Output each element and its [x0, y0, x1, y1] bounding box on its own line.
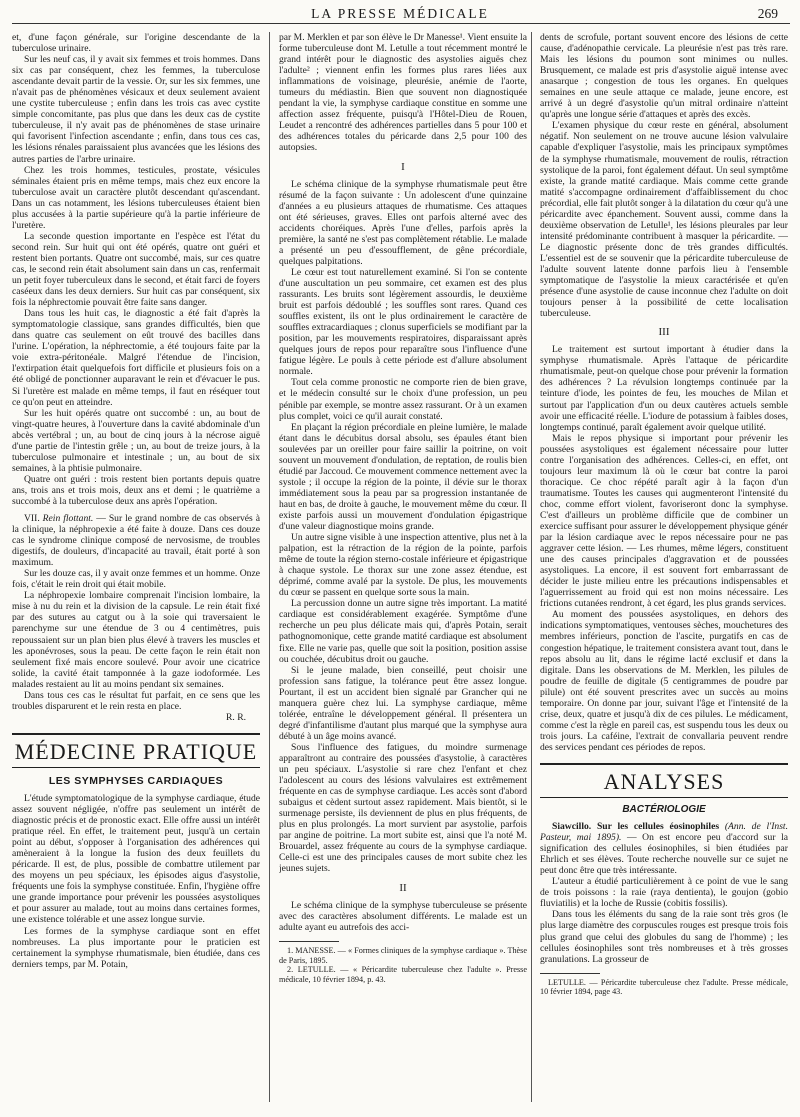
- footnote-rule: [540, 973, 600, 974]
- paragraph: Sur les neuf cas, il y avait six femmes et trois hommes. Dans six cas par conséquent, chez les femmes, la tuberculose ascendante devait partir de la vessie. Or, sur les six femmes, une n'avait pas de phénomènes vésicaux et deux seulement avaient une cystite tuberculeuse ; enfin dans les trois cas avec cystite simple concomitante, pas plus que dans les deux cas de cystite tuberculeuse, il n'y avait pas de phénomènes de stase urinaire qui favorisent l'infection ascendante ; enfin, dans tous ces cas, les lésions rénales paraissaient plus avancées que les lésions des autres parties de l'arbre urinaire.: [12, 54, 260, 165]
- paragraph-text: — Sur le grand nombre de cas observés à la clinique, la néphropexie a été faite à douze. Dans ces douze cas le syndrome clinique composé de nervosisme, de troubles digestifs, de douleurs, d'incapacité au travail, était porté à son maximum.: [12, 513, 260, 569]
- paragraph: Sous l'influence des fatigues, du moindre surmenage apparaîtront au contraire des poussées d'asystolie, à caractères un peu spéciaux. L'asystolie si rare chez l'enfant et chez l'adolescent au cours des lésions valvulaires est extrêmement fréquente en cas de symphyse cardiaque. Les accès sont d'abord subaigus et cèdent surtout assez rapidement. Mais bientôt, si le surmenage persiste, ils deviennent de plus en plus fréquents, de plus en plus prolongés. La mort survient par asystolie, parfois par angine de poitrine. La mort subite est, ainsi que l'a noté M. Brouardel, assez fréquente au cours de la symphyse cardiaque. Celle-ci est une des principales causes de mort subite chez les jeunes sujets.: [279, 741, 527, 875]
- subsection-title: BACTÉRIOLOGIE: [622, 804, 706, 815]
- paragraph: et, d'une façon générale, sur l'origine descendante de la tuberculose urinaire.: [12, 32, 260, 55]
- paragraph: Dans tous les éléments du sang de la raie sont très gros (le plus large diamètre des corpuscules rouges est presque trois fois plus grand que celui des globules du sang de l'homme) ; les cellules éosinophiles sont très nombreuses et à très grosses granulations. La grosseur de: [540, 909, 788, 965]
- section-header: [540, 763, 788, 798]
- paragraph: Le schéma clinique de la symphyse tuberculeuse se présente avec des caractères absolument différents. Le malade est un adulte ayant eu autrefois des acci-: [279, 899, 527, 933]
- paragraph: [12, 513, 260, 568]
- paragraph: La seconde question importante en l'espèce est l'état du second rein. Sur huit qui ont été opérés, quatre ont guéri et restent bien portants. Quatre ont succombé, mais, sur ces quatre cas, le second rein était absolument sain dans un cas, renfermait un petit foyer tuberculeux dans le second, et était farci de foyers caséeux dans les deux derniers. Sur huit cas par conséquent, six fois la néphrectomie pouvait être faite sans danger.: [12, 230, 260, 309]
- footnote: LETULLE. — Péricardite tuberculeuse chez l'adulte. Presse médicale, 10 février 1894, page 43.: [540, 977, 788, 997]
- column-divider: [531, 32, 532, 1102]
- header-rule: [12, 23, 790, 24]
- paragraph: La néphropexie lombaire comprenait l'incision lombaire, la mise à nu du rein et la division de la capsule. Le rein était fixé par des sutures au catgut ou à la soie qui traversaient le parenchyme sur une étendue de 3 ou 4 centimètres, puis repoussaient sur un plan bien plus élevé à travers les muscles et les aponévroses, sous la peau. De cette façon le rein était non seulement fixé mais encore soulevé. Pour avoir une cicatrice solide, la cavité était tamponnée à la gaze iodoformée. Les malades restaient au lit au moins pendant six semaines.: [12, 590, 260, 690]
- signature: R. R.: [226, 711, 246, 723]
- article-source: (Ann. de l'Inst. Pasteur, mai 1895).: [540, 821, 788, 844]
- section-number: VII.: [24, 513, 40, 525]
- footnote-rule: [279, 941, 339, 942]
- page-header: [0, 0, 800, 28]
- paragraph-text: — On est encore peu d'accord sur la signification des cellules éosinophiles, si bien étudiées par Ehrlich et ses élèves. Toute recherche nouvelle sur ce sujet ne peut donc être que très intéressante.: [540, 832, 788, 877]
- paragraph: Quatre ont guéri : trois restent bien portants depuis quatre ans, trois ans et trois mois, deux ans et demi ; le quatrième a succombé à la tuberculose deux ans après l'opération.: [12, 473, 260, 507]
- paragraph: Chez les trois hommes, testicules, prostate, vésicules séminales étaient pris en même temps, mais chez eux encore la tuberculose avait un caractère plutôt descendant qu'ascendant. Dans un cas notamment, les lésions tuberculeuses étaient bien plus accusées à la partie supérieure qu'à la partie inférieure de l'uretère.: [12, 164, 260, 231]
- paragraph: L'examen physique du cœur reste en général, absolument négatif. Non seulement on ne trouve aucune lésion valvulaire capable d'expliquer l'asystolie, mais les principaux symptômes de la symphyse rhumatismale, mouvement de roulis, rétraction systolique de la paroi, font également défaut. Un seul symptôme existe, la grande matité cardiaque. Mais comme cette grande matité s'accompagne ordinairement d'affaiblissement du choc précordial, elle fait plutôt songer à la dilatation du cœur qu'à une péricardite avec épanchement. Souvent aussi, comme dans la deuxième observation de Letulle¹, les lésions pleurales par leur intensité prédominante contribuent à masquer la péricardite. — Le diagnostic présente donc de très grandes difficultés. L'essentiel est de se souvenir que la péricardite tuberculeuse de l'adulte souvent latente donne parfois lieu à l'ensemble symptomatique de l'asystolie la mieux caractérisée et qu'en présence d'une asystolie de cause inconnue chez l'adulte on doit toujours penser à la possibilité de cette localisation tuberculeuse.: [540, 120, 788, 320]
- paragraph: L'auteur a étudié particulièrement à ce point de vue le sang de trois poissons : la raie (raya dentienta), le goujon (gobio fluviatilis) et la loche de Russie (cobitis fossilis).: [540, 876, 788, 910]
- footnote: 1. MANESSE. — « Formes cliniques de la symphyse cardiaque ». Thèse de Paris, 1895.: [279, 945, 527, 965]
- column-2: [279, 32, 527, 1100]
- section-number: I: [401, 160, 405, 173]
- section-header: [12, 733, 260, 768]
- paragraph: Dans tous les huit cas, le diagnostic a été fait d'après la symptomatologie classique, sans grandes difficultés, bien que dans quatre cas seulement on eût trouvé des bacilles dans l'urine. L'opération, la néphrectomie, a été toujours faite par la voie extra-péritonéale. Malgré l'étendue de l'incision, l'extirpation était quelquefois fort difficile et plusieurs fois on a été obligé de ponctionner auparavant le rein et d'évacuer le pus. Si l'uretère est malade en même temps, il faut en réséquer tout ce qu'on peut en atteindre.: [12, 308, 260, 408]
- paragraph: Le schéma clinique de la symphyse rhumatismale peut être résumé de la façon suivante : Un adolescent d'une quinzaine d'années a eu plusieurs attaques de rhumatisme. Ces attaques ont été sérieuses, graves. Elles ont parfois alterné avec des accidents choréiques. Après l'une d'elles, parfois après la première, la santé ne s'est pas complètement rétablie. Le malade a présenté un peu d'essoufflement, de gêne précordiale, quelques palpitations.: [279, 178, 527, 267]
- article-title: LES SYMPHYSES CARDIAQUES: [48, 774, 224, 787]
- paragraph: Un autre signe visible à une inspection attentive, plus net à la palpation, est la rétraction de la région de la pointe, parfois même de toute la région sterno-costale inférieure et épigastrique à chaque systole. Le thorax sur une zone assez étendue, est déprimé, comme avalé par la systole. De plus, les mouvements du cœur se passent en quelque sorte sous la main.: [279, 532, 527, 599]
- paragraph: Le cœur est tout naturellement examiné. Si l'on se contente d'une auscultation un peu sommaire, cet examen est des plus rassurants. Les bruits sont légèrement assourdis, le deuxième bruit est parfois dédoublé ; les souffles sont rares. Quand ces souffles existent, ils ont le plus ordinairement le caractère de souffles extracardiaques ; clonus superficiels se modifiant par la position, par les mouvements respiratoires, disparaissant après quelques jours de repos pour reparaître sous l'influence d'une fatigue légère. Le pouls à cette période est d'allure absolument normale.: [279, 266, 527, 378]
- paragraph: Dans tous ces cas le résultat fut parfait, en ce sens que les troubles disparurent et le rein resta en place.: [12, 689, 260, 712]
- page-number: 269: [757, 6, 778, 21]
- paragraph: Sur les douze cas, il y avait onze femmes et un homme. Onze fois, c'était le rein droit qui était mobile.: [12, 568, 260, 591]
- paragraph: Tout cela comme pronostic ne comporte rien de bien grave, et le médecin consulté sur le choix d'une profession, un peu pénible par exemple, se montre assez rassurant. Or à un examen plus complet, voici ce qu'il aurait constaté.: [279, 377, 527, 422]
- footnote: 2. LETULLE. — « Péricardite tuberculeuse chez l'adulte ». Presse médicale, 10 février 1894, p. 43.: [279, 965, 527, 985]
- journal-title: LA PRESSE MÉDICALE: [311, 6, 489, 21]
- column-3: [540, 32, 788, 1100]
- paragraph: Sur les huit opérés quatre ont succombé : un, au bout de vingt-quatre heures, à l'ouverture dans la cavité abdominale d'un abcès vertébral ; un, au bout de cinq jours à la nécrose aiguë d'une partie de l'intestin grêle ; un, au bout de treize jours, à la tuberculose pulmonaire et intestinale ; un, au bout de six semaines, à la phtisie pulmonaire.: [12, 407, 260, 474]
- paragraph: L'étude symptomatologique de la symphyse cardiaque, étude assez souvent négligée, n'offre pas seulement un intérêt de diagnostic précis et de pronostic exact. Elle offre aussi un intérêt pratique réel. En effet, le traitement peut, jusqu'à un certain point au début, s'opposer à l'organisation des adhérences qui amèneraient à la longue la fusion des deux feuillets du péricarde. Il est, de plus, possible de combattre utilement par des moyens un peu spéciaux, les épisodes aigus d'asystolie, fréquents une fois la symphyse constituée. Enfin, l'hygiène offre une grande importance pour prévenir les poussées asystoliques et pour assurer au malade, tout au moins dans certaines formes, une existence tolérable et une assez longue survie.: [12, 792, 260, 926]
- column-divider: [269, 32, 270, 1102]
- section-heading: Rein flottant.: [42, 513, 94, 525]
- paragraph: Si le jeune malade, bien conseillé, peut choisir une profession sans fatigue, la tolérance peut être assez longue. Pourtant, il est un accident bien signalé par Grancher qui ne manquera guère chez lui. La symphyse cardiaque, même tolérée, entraîne le développement général. Il présentera un degré d'infantilisme d'autant plus marqué que la symphyse aura débuté à un âge moins avancé.: [279, 664, 527, 742]
- paragraph: dents de scrofule, portant souvent encore des lésions de cette cause, d'adénopathie cervicale. La pleurésie n'est pas très rare. Mais les lésions du poumon sont minimes ou nulles. Brusquement, ce malade est pris d'asystolie aiguë intense avec anasarque ; congestion de tous les organes. En quelques semaines en une seule attaque ce malade, jeune encore, est arrivé à un degré d'asystolie qu'un mitral ordinaire n'atteint qu'après une longue série d'attaques et après des excès.: [540, 32, 788, 121]
- section-title: ANALYSES: [603, 769, 725, 794]
- paragraph: Au moment des poussées asystoliques, en dehors des indications symptomatiques, ventouses sèches, mouchetures des membres inférieurs, ponction de l'ascite, purgatifs en cas de congestion hépatique, le traitement consistera avant tout, dans le repos absolu au lit, dans le régime lacté exclusif et dans la digitale. Dans les observations de M. Merklen, les pilules de poudre de feuille de digitale (5 centigrammes de poudre par pilule) ont été souvent prescrites avec un succès au moins temporaire. On donne par jour, suivant l'âge et l'intensité de la crise, deux, quatre et jusqu'à dix de ces pilules. Le médicament, comme c'est la règle en pareil cas, est suspendu tous les deux ou trois jours. La caféine, l'extrait de convallaria peuvent rendre des services pendant ces périodes de repos.: [540, 609, 788, 753]
- section-title: MÉDECINE PRATIQUE: [14, 738, 258, 764]
- paragraph: En plaçant la région précordiale en pleine lumière, le malade étant dans le décubitus dorsal absolu, ses épaules étant bien soulevées par un oreiller pour faire saillir la poitrine, on voit souvent un mouvement d'ondulation, de reptation, de roulis bien étudié par Jaccoud. Ce mouvement commence nettement avec la systole ; il occupe la région de la pointe, il dévie sur le thorax immédiatement sous la peau par sa progression instantanée de haut en bas, de droite à gauche, le mouvement même du cœur. Il existe parfois aussi un mouvement d'ondulation épigastrique d'une valeur diagnostique moins grande.: [279, 421, 527, 533]
- column-1: [12, 32, 260, 1100]
- paragraph: Les formes de la symphyse cardiaque sont en effet nombreuses. La plus importante pour le praticien est certainement la symphyse rhumatismale, bien étudiée, dans ces derniers temps, par M. Potain,: [12, 925, 260, 970]
- section-number: III: [658, 326, 670, 339]
- article-title: Sur les cellules éosinophiles: [596, 821, 720, 833]
- paragraph: par M. Merklen et par son élève le Dr Manesse¹. Vient ensuite la forme tuberculeuse dont M. Letulle a tout récemment montré le grand intérêt pour le diagnostic des asystolies aiguës chez l'adulte² ; viennent enfin les formes plus rares liées aux inflammations de voisinage, pleurésie, anémie de l'aorte, tumeurs du médiastin. Bien que souvent non diagnostiquée pendant la vie, la symphyse cardiaque constitue en somme une affection assez fréquente, puisqu'à l'Hôtel-Dieu de Rouen, Leudet a rencontré des adhérences partielles dans 5 pour 100 et des adhérences totales du péricarde dans 2,5 pour 100 des autopsies.: [279, 32, 527, 154]
- article-author: Siawcillo.: [552, 821, 592, 833]
- paragraph: Le traitement est surtout important à étudier dans la symphyse rhumatismale. Après l'attaque de péricardite rhumatismale, peut-on quelque chose pour prévenir la formation des adhérences ? La révulsion longtemps continuée par la teinture d'iode, les pointes de feu, les mouches de Milan et surtout par l'application d'un ou deux cautères actuels semble avoir une efficacité réelle. L'iodure de potassium à faibles doses, longtemps continué, paraît également avoir quelque utilité.: [540, 344, 788, 433]
- section-number: II: [399, 881, 407, 894]
- paragraph: [540, 821, 788, 876]
- paragraph: La percussion donne un autre signe très important. La matité cardiaque est considérablement exagérée. Symptôme d'une recherche un peu plus délicate mais qui, d'après Potain, serait pathognomonique, cette grande matité cardiaque est absolument fixe. Elle ne varie pas, quelle que soit la position, position assise ou couchée, décubitus droit ou gauche.: [279, 598, 527, 665]
- paragraph: Mais le repos physique si important pour prévenir les poussées asystoliques est également nécessaire pour lutter contre l'organisation des adhérences. Celles-ci, en effet, ont toujours leur maximum là où le cœur bat contre la paroi thoracique. Ce choc répété paraît agir à la façon d'un traumatisme. Toutes les causes qui augmenteront l'intensité du choc, comme effort violent, favoriseront donc la symphyse. C'est d'ailleurs un problème difficile que de combiner un exercice suffisant pour assurer le développement physique génér par la lésion cardiaque avec le repos nécessaire pour ne pas aggraver cette lésion. — Les rhumes, même légers, constituent une des causes principales d'aggravation et de poussées asystoliques. La encore, il est souvent fort embarrassant de décider le juste milieu entre les précautions indispensables et l'aguerrissement au froid qui est non moins nécessaire. Les frictions cutanées rendront, à cet égard, les plus grands services.: [540, 432, 788, 610]
